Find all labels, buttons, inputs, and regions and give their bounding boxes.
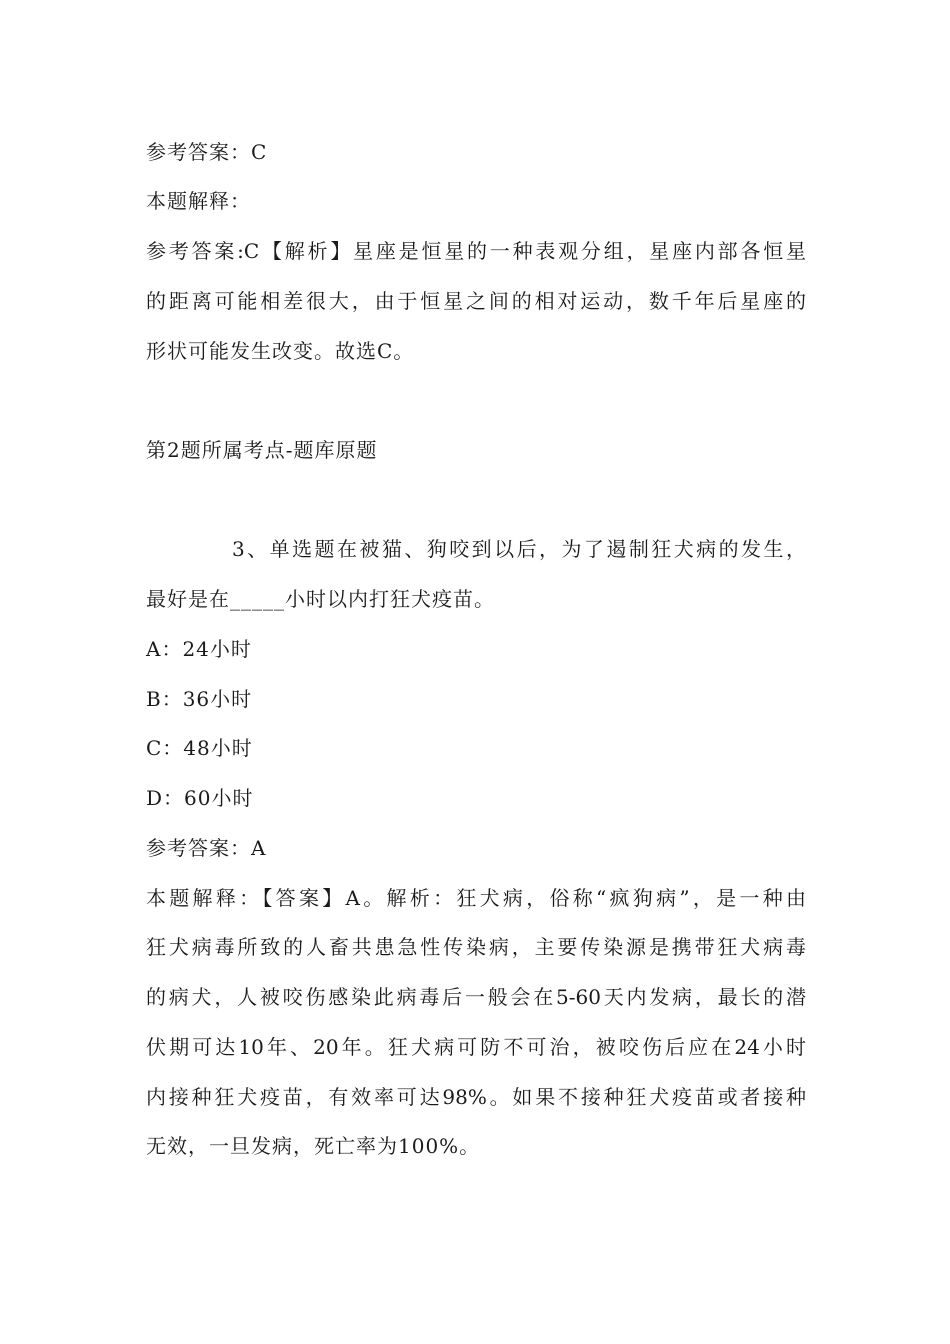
q3-answer: 参考答案：A bbox=[146, 836, 267, 860]
q3-stem-line: 最好是在_____小时以内打狂犬疫苗。 bbox=[146, 587, 495, 611]
q2-answer: 参考答案：C bbox=[146, 140, 268, 164]
q2-topic: 第2题所属考点-题库原题 bbox=[146, 438, 378, 462]
q3-option-a: A：24小时 bbox=[146, 637, 252, 661]
q3-option-d: D：60小时 bbox=[146, 786, 254, 810]
q3-explain-line: 内接种狂犬疫苗，有效率可达98%。如果不接种狂犬疫苗或者接种 bbox=[146, 1085, 806, 1109]
q3-option-c: C：48小时 bbox=[146, 736, 253, 760]
q3-stem-line: 3、单选题在被猫、狗咬到以后，为了遏制狂犬病的发生， bbox=[232, 537, 806, 561]
q3-explain-line: 无效，一旦发病，死亡率为100%。 bbox=[146, 1134, 481, 1158]
q3-option-b: B：36小时 bbox=[146, 687, 253, 711]
q2-explain-label: 本题解释： bbox=[146, 189, 251, 213]
q3-explain-line: 伏期可达10年、20年。狂犬病可防不可治，被咬伤后应在24小时 bbox=[146, 1035, 806, 1059]
q3-explain-line: 本题解释：【答案】A。解析：狂犬病，俗称“疯狗病”，是一种由 bbox=[146, 886, 806, 910]
q3-explain-line: 的病犬，人被咬伤感染此病毒后一般会在5-60天内发病，最长的潜 bbox=[146, 985, 806, 1009]
q2-explain-line: 的距离可能相差很大，由于恒星之间的相对运动，数千年后星座的 bbox=[146, 289, 806, 313]
q2-explain-line: 参考答案:C【解析】星座是恒星的一种表观分组，星座内部各恒星 bbox=[146, 239, 806, 263]
q3-explain-line: 狂犬病毒所致的人畜共患急性传染病，主要传染源是携带狂犬病毒 bbox=[146, 935, 806, 959]
q2-explain-line: 形状可能发生改变。故选C。 bbox=[146, 339, 415, 363]
